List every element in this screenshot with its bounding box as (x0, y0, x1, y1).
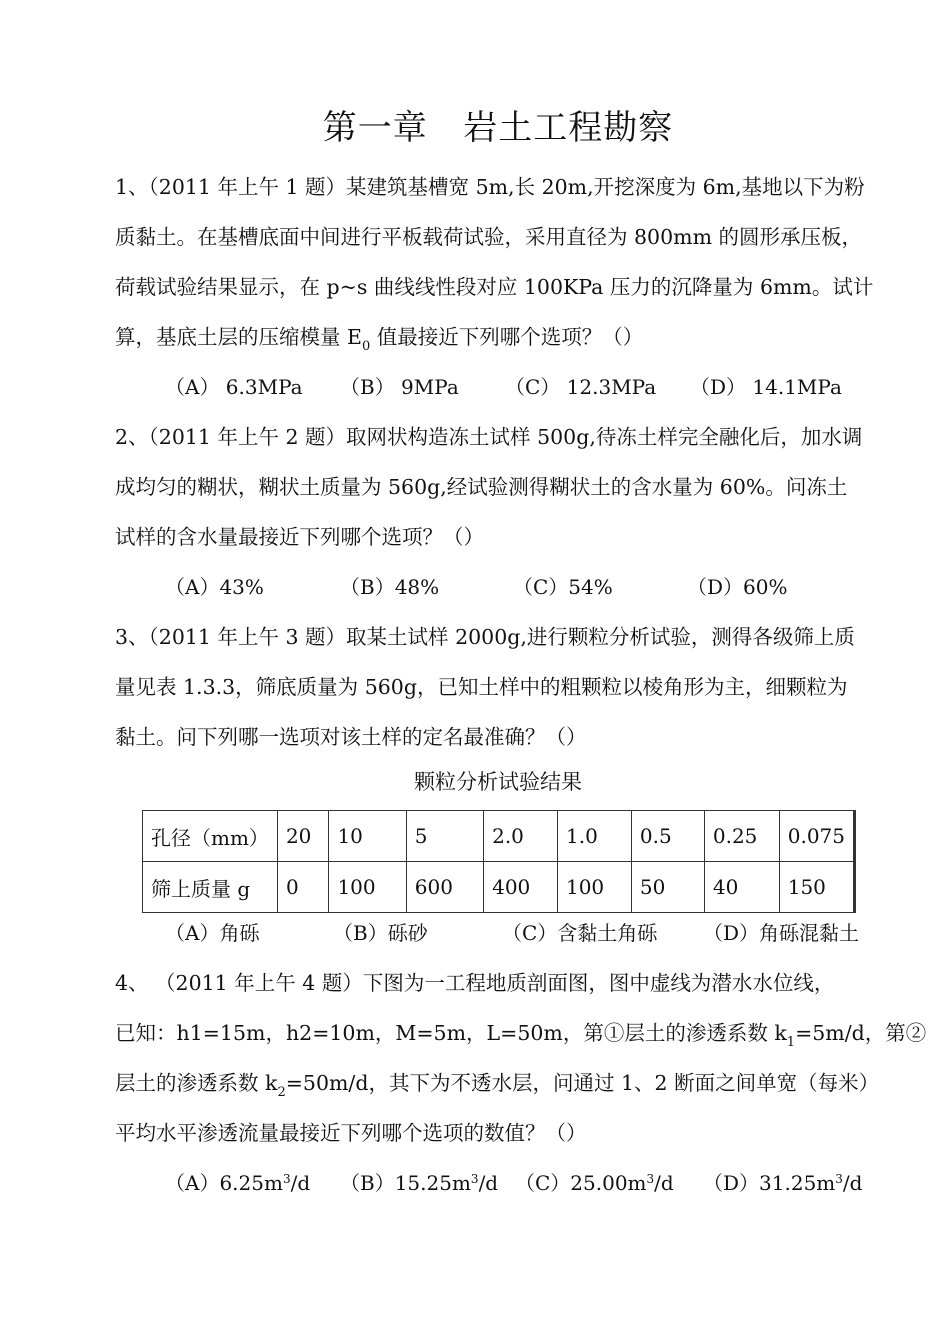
q2-option-a: （A）43% (165, 575, 264, 599)
table-cell: 10 (329, 811, 406, 862)
q2-line-2: 成均匀的糊状，糊状土质量为 560g,经试验测得糊状土的含水量为 60%。问冻土 (115, 475, 848, 499)
table-cell: 20 (277, 811, 329, 862)
table-cell: 0.5 (631, 811, 704, 862)
q1-option-c: （C） 12.3MPa (505, 375, 657, 399)
superscript: 3 (282, 1172, 291, 1186)
q1-line-2: 质黏土。在基槽底面中间进行平板载荷试验，采用直径为 800mm 的圆形承压板， (115, 225, 863, 249)
q1-option-b: （B） 9MPa (340, 375, 459, 399)
table-row (143, 811, 855, 862)
q4-option-b-unit: /d (478, 1171, 499, 1195)
table-cell: 50 (631, 862, 704, 913)
q4-option-b (340, 1168, 498, 1201)
superscript: 3 (470, 1172, 479, 1186)
superscript: 3 (646, 1172, 655, 1186)
q4-line-3-text-end: =50m/d，其下为不透水层，问通过 1、2 断面之间单宽（每米） (285, 1071, 880, 1095)
q4-option-a-text: （A）6.25m (165, 1171, 283, 1195)
q4-option-d (703, 1168, 862, 1201)
q4-line-3 (115, 1068, 895, 1102)
grain-analysis-table (142, 810, 856, 913)
q4-line-4: 平均水平渗透流量最接近下列哪个选项的数值？（） (115, 1121, 587, 1145)
table-cell: 0 (277, 862, 329, 913)
q1-line-4-text: 算，基底土层的压缩模量 E (115, 325, 362, 349)
q4-line-2 (115, 1018, 927, 1052)
table-cell: 600 (406, 862, 483, 913)
table-cell: 100 (557, 862, 631, 913)
q4-line-1: 4、 （2011 年上午 4 题）下图为一工程地质剖面图，图中虚线为潜水水位线， (115, 971, 835, 995)
table-cell: 孔径（mm） (143, 811, 278, 862)
q4-option-a (165, 1168, 310, 1201)
table-row (143, 862, 855, 913)
q4-option-a-unit: /d (290, 1171, 311, 1195)
subscript: 0 (361, 339, 371, 354)
table-caption: 颗粒分析试验结果 (414, 770, 582, 794)
q3-line-2: 量见表 1.3.3，筛底质量为 560g，已知土样中的粗颗粒以棱角形为主，细颗粒为 (115, 675, 848, 699)
table-cell: 0.25 (704, 811, 779, 862)
q4-option-b-text: （B）15.25m (340, 1171, 471, 1195)
table-cell: 0.075 (779, 811, 854, 862)
q3-line-3: 黏土。问下列哪一选项对该土样的定名最准确？（） (115, 725, 587, 749)
q4-option-c-unit: /d (654, 1171, 674, 1195)
subscript: 2 (277, 1085, 286, 1100)
q3-option-d: （D）角砾混黏土 (703, 921, 860, 945)
q1-option-d: （D） 14.1MPa (690, 375, 842, 399)
q2-line-3: 试样的含水量最接近下列哪个选项？（） (115, 525, 484, 549)
q4-option-d-text: （D）31.25m (703, 1171, 836, 1195)
q4-option-d-unit: /d (842, 1171, 863, 1195)
q4-line-2-text: 已知：h1=15m，h2=10m，M=5m，L=50m，第①层土的渗透系数 k (115, 1021, 787, 1045)
superscript: 3 (835, 1172, 843, 1186)
q2-option-d: （D）60% (687, 575, 788, 599)
table-cell: 400 (484, 862, 558, 913)
q4-line-2-text-end: =5m/d，第② (795, 1021, 927, 1045)
table-cell: 1.0 (557, 811, 631, 862)
table-cell: 5 (406, 811, 483, 862)
q1-line-4 (115, 322, 895, 356)
table-cell: 150 (779, 862, 854, 913)
table-cell: 100 (329, 862, 406, 913)
table-cell: 筛上质量 g (143, 862, 278, 913)
table-cell: 40 (704, 862, 779, 913)
subscript: 1 (786, 1035, 796, 1050)
chapter-title: 第一章 岩土工程勘察 (322, 108, 674, 148)
q2-line-1: 2、（2011 年上午 2 题）取网状构造冻土试样 500g,待冻土样完全融化后，加水调 (115, 425, 863, 449)
q3-option-c: （C）含黏土角砾 (502, 921, 658, 945)
q1-option-a: （A） 6.3MPa (165, 375, 303, 399)
q1-line-3: 荷载试验结果显示，在 p~s 曲线线性段对应 100KPa 压力的沉降量为 6mm。试计 (115, 275, 874, 299)
q4-option-c (515, 1168, 674, 1201)
q2-option-b: （B）48% (340, 575, 440, 599)
q1-line-1: 1、（2011 年上午 1 题）某建筑基槽宽 5m,长 20m,开挖深度为 6m,基地以下为粉 (115, 175, 865, 199)
q4-line-3-text: 层土的渗透系数 k (115, 1071, 278, 1095)
q3-option-a: （A）角砾 (165, 921, 260, 945)
q3-line-1: 3、（2011 年上午 3 题）取某土试样 2000g,进行颗粒分析试验，测得各级筛上质 (115, 625, 855, 649)
q4-option-c-text: （C）25.00m (515, 1171, 647, 1195)
q3-option-b: （B）砾砂 (333, 921, 428, 945)
table-cell: 2.0 (484, 811, 558, 862)
q1-line-4-text-end: 值最接近下列哪个选项？（） (370, 325, 644, 349)
q2-option-c: （C）54% (513, 575, 613, 599)
